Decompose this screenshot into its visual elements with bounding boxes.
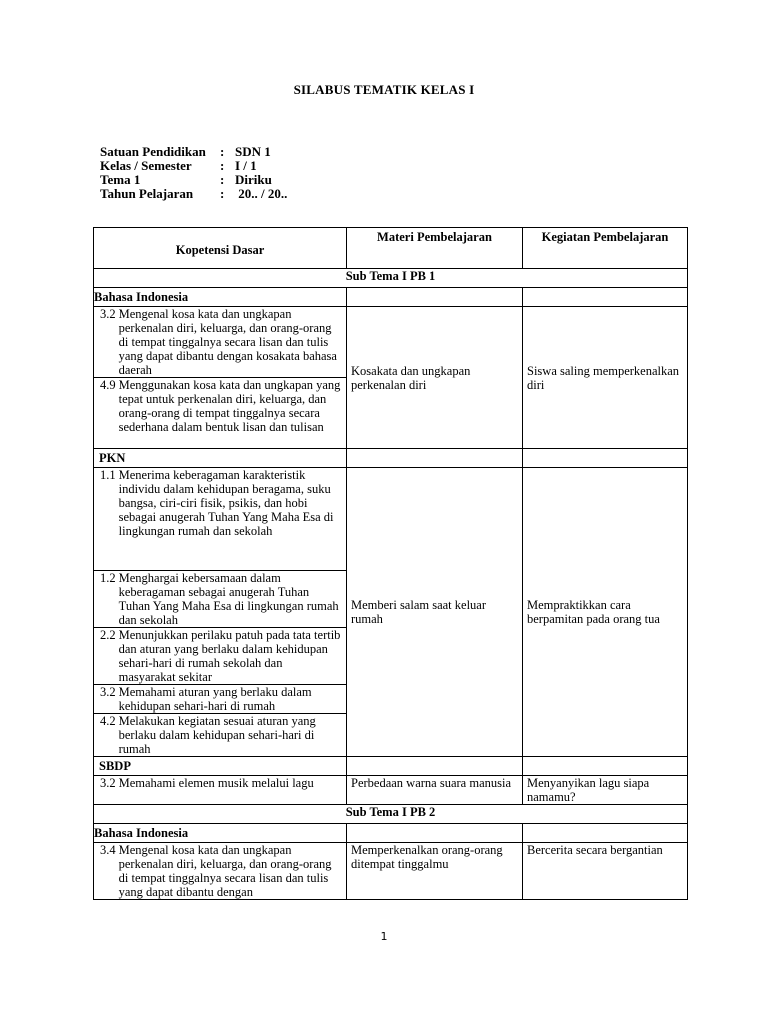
info-label: Tahun Pelajaran [100,186,194,201]
info-value: SDN 1 [235,144,271,159]
kegiatan-cell: Mempraktikkan cara berpamitan pada orang tua [523,468,688,757]
kd-number: 3.4 [100,843,116,857]
kd-text: Menunjukkan perilaku patuh pada tata tertib dan aturan yang berlaku dalam kehidupan sehari-hari di rumah sekolah dan masyarakat sekitar [118,628,341,684]
kd-text: Menghargai kebersamaan dalam keberagaman sebagai anugerah Tuhan Tuhan Yang Maha Esa di lingkungan rumah dan sekolah [118,571,339,627]
kd-item [98,571,342,627]
table-header-row [94,228,688,269]
header-kegiatan: Kegiatan Pembelajaran [523,228,688,269]
kd-item [98,307,342,377]
empty-cell [523,288,688,307]
info-row [100,187,287,201]
materi-cell: Memberi salam saat keluar rumah [347,468,523,757]
kd-cell [94,571,347,628]
kd-number: 3.2 [100,685,116,699]
empty-cell [347,757,523,776]
syllabus-table [93,227,688,900]
kd-number: 1.2 [100,571,116,585]
kegiatan-cell: Siswa saling memperkenalkan diri [523,307,688,449]
kegiatan-cell: Menyanyikan lagu siapa namamu? [523,776,688,805]
subject-row [94,288,688,307]
kd-item [98,714,342,756]
subtheme-row [94,805,688,824]
subject-label: PKN [94,449,347,468]
kd-item [98,628,342,684]
kd-text: Mengenal kosa kata dan ungkapan perkenalan diri, keluarga, dan orang-orang di tempat tinggalnya secara lisan dan tulis yang dapat dibantu dengan kosakata bahasa daerah [118,307,337,377]
info-colon: : [220,144,225,159]
kd-text: Melakukan kegiatan sesuai aturan yang berlaku dalam kehidupan sehari-hari di rumah [118,714,316,756]
empty-cell [523,449,688,468]
subtheme-title: Sub Tema I PB 1 [94,269,688,288]
subject-label: Bahasa Indonesia [94,824,347,843]
kd-text: Menggunakan kosa kata dan ungkapan yang tepat untuk perkenalan diri, keluarga, dan orang-orang di tempat tinggalnya secara sederhana dalam bentuk lisan dan tulisan [118,378,341,434]
document-title: SILABUS TEMATIK KELAS I [293,82,475,97]
info-colon: : [220,186,225,201]
subtheme-row [94,269,688,288]
info-label: Satuan Pendidikan [100,144,206,159]
info-colon: : [220,172,225,187]
info-value: I / 1 [235,158,257,173]
kd-number: 2.2 [100,628,116,642]
empty-cell [523,824,688,843]
kd-number: 3.2 [100,307,116,321]
page-number: 1 [380,930,388,943]
table-row [94,468,688,571]
info-label: Kelas / Semester [100,158,192,173]
materi-cell: Perbedaan warna suara manusia [347,776,523,805]
kd-cell [94,307,347,378]
empty-cell [347,288,523,307]
kd-cell [94,468,347,571]
kd-number: 1.1 [100,468,116,482]
kd-cell [94,378,347,449]
kd-cell [94,843,347,900]
subtheme-title: Sub Tema I PB 2 [94,805,688,824]
table-row [94,843,688,900]
kd-item [98,685,342,713]
subject-label: Bahasa Indonesia [94,288,347,307]
info-row [100,159,287,173]
identity-block [100,145,287,201]
subject-row [94,449,688,468]
info-label: Tema 1 [100,172,141,187]
empty-cell [347,824,523,843]
kd-number: 4.2 [100,714,116,728]
header-materi: Materi Pembelajaran [347,228,523,269]
kd-text: Memahami elemen musik melalui lagu [118,776,314,790]
header-kompetensi: Kopetensi Dasar [94,228,347,269]
kd-cell [94,714,347,757]
subject-row [94,757,688,776]
subject-row [94,824,688,843]
materi-cell: Memperkenalkan orang-orang ditempat tinggalmu [347,843,523,900]
info-row [100,173,287,187]
kd-number: 3.2 [100,776,116,790]
info-value: Diriku [235,172,272,187]
info-row [100,145,287,159]
kd-text: Memahami aturan yang berlaku dalam kehidupan sehari-hari di rumah [118,685,312,713]
empty-cell [347,449,523,468]
info-value: 20.. / 20.. [235,186,288,201]
empty-cell [523,757,688,776]
subject-label: SBDP [94,757,347,776]
kd-item [98,378,342,434]
materi-cell: Kosakata dan ungkapan perkenalan diri [347,307,523,449]
kd-cell [94,685,347,714]
kd-item [98,468,342,538]
info-colon: : [220,158,225,173]
kd-text: Menerima keberagaman karakteristik individu dalam kehidupan beragama, suku bangsa, ciri-ciri fisik, psikis, dan hobi sebagai anugerah Tuhan Yang Maha Esa di lingkungan rumah dan sekolah [118,468,334,538]
kd-item [98,776,342,790]
kd-text: Mengenal kosa kata dan ungkapan perkenalan diri, keluarga, dan orang-orang di tempat tinggalnya secara lisan dan tulis yang dapat dibantu dengan [118,843,332,899]
table-row [94,307,688,378]
kd-number: 4.9 [100,378,116,392]
kd-item [98,843,342,899]
kd-cell [94,776,347,805]
table-row [94,776,688,805]
kegiatan-cell: Bercerita secara bergantian [523,843,688,900]
kd-cell [94,628,347,685]
